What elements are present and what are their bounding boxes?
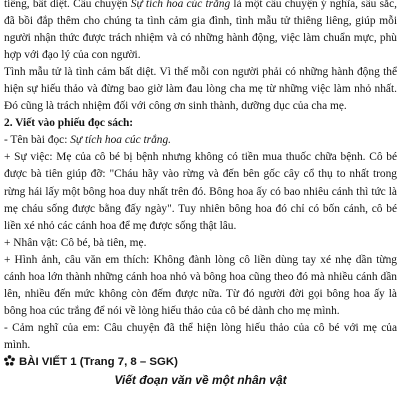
- exercise-heading: [4, 354, 397, 371]
- event-paragraph: + Sự việc: Mẹ của cô bé bị bệnh nhưng không có tiền mua thuốc chữa bệnh. Cô bé được bà tiên giúp đỡ: "Cháu hãy vào rừng và đến bên gốc cây cổ thụ to nhất trong rừng hái lấy một bông hoa duy nhất trên đó. Bông hoa ấy có bao nhiêu cánh thì tức là mẹ cháu sống được bằng đấy ngày". Tuy nhiên bông hoa đó chỉ có bốn cánh, cô bé liền xé nhỏ các cánh hoa để mẹ được sống thật lâu.: [4, 151, 397, 232]
- exercise-subtitle: Viết đoạn văn về một nhân vật: [114, 373, 287, 388]
- reading-title-label: - Tên bài đọc:: [4, 134, 71, 147]
- reading-title-value: Sự tích hoa cúc trắng.: [70, 134, 172, 147]
- exercise-label: BÀI VIẾT 1 (Trang 7, 8 – SGK): [19, 355, 178, 368]
- characters-line: + Nhân vật: Cô bé, bà tiên, mẹ.: [4, 236, 147, 249]
- paragraph-intro: [4, 0, 397, 64]
- paragraph-intro-rest: là một câu chuyện ý nghĩa, sâu sắc, đã bồi đắp thêm cho chúng ta tình cảm gia đình, tình mẫu tử thiêng liêng, giúp mỗi người nhận thức được trách nhiệm và có những hành động, việc làm chuẩn mực, phù hợp với đạo lý của con người.: [4, 0, 397, 62]
- feeling-paragraph: - Cảm nghĩ của em: Câu chuyện đã thể hiện lòng hiếu thảo của cô bé với mẹ của mình.: [4, 321, 397, 351]
- flower-star-icon: [4, 354, 15, 371]
- paragraph-intro-start: tiếng, bất diệt. Câu chuyện: [4, 0, 131, 10]
- reading-title-line: [4, 132, 397, 149]
- paragraph-filial-love: Tình mẫu tử là tình cảm bất diệt. Vì thế mỗi con người phải có những hành động thể hiện sự hiếu thảo và đừng bao giờ làm đau lòng cha mẹ từ những việc làm nhỏ nhất. Đó cũng là trách nhiệm đối với công ơn sinh thành, dưỡng dục của cha mẹ.: [4, 66, 397, 113]
- section-heading: 2. Viết vào phiếu đọc sách:: [4, 117, 134, 130]
- story-title-inline: Sự tích hoa cúc trắng: [130, 0, 231, 10]
- favorite-image-paragraph: + Hình ảnh, câu văn em thích: Không đành lòng cô liền dùng tay xé nhẹ dần từng cánh hoa lớn thành những cánh hoa nhỏ và bông hoa cũng theo đó mà nhiều cánh dần lên, nhiều đến mức không còn đếm được nữa. Từ đó người đời gọi bông hoa ấy là bông hoa cúc trắng để nói về lòng hiếu thảo của cô bé dành cho mẹ mình.: [4, 253, 397, 317]
